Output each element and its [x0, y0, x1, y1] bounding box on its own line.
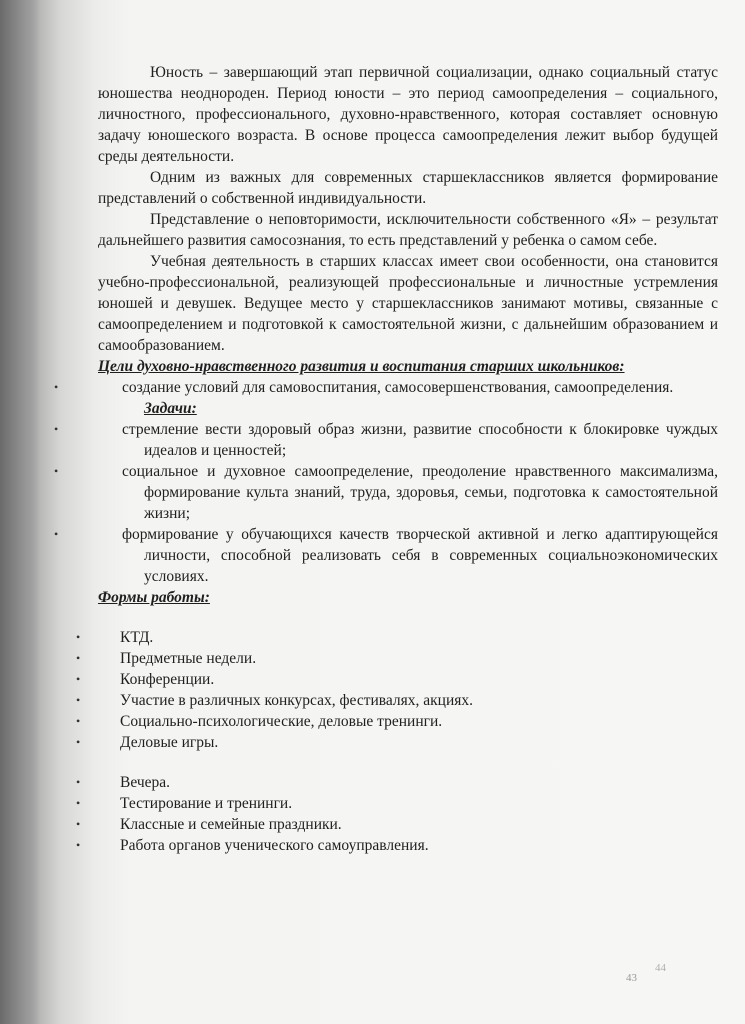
document-body [54, 62, 718, 856]
list-item: • Вечера. [76, 774, 171, 791]
goals-heading: Цели духовно-нравственного развития и воспитания старших школьников: [98, 358, 625, 375]
bullet-icon: • [76, 714, 81, 728]
tasks-list [54, 419, 718, 587]
list-item: • создание условий для самовоспитания, самосовершенствования, самоопределения. [54, 379, 674, 396]
paragraph-youth: Юность – завершающий этап первичной социализации, однако социальный статус юношества неоднороден. Период юности – это период самоопределения – социального, личностного, профессионального, духовно-нравственного, которая составляет основную задачу юношеского возраста. В основе процесса самоопределения лежит выбор будущей среды деятельности. [98, 64, 718, 165]
bullet-icon: • [76, 735, 81, 749]
bullet-icon: • [76, 775, 81, 789]
list-item: • формирование у обучающихся качеств творческой активной и легко адаптирующейся личности, способной реализовать себя в современных социальноэкономических условиях. [54, 526, 718, 585]
list-item: • Деловые игры. [76, 734, 219, 751]
goals-list [54, 377, 718, 398]
paragraph-learning: Учебная деятельность в старших классах имеет свои особенности, она становится учебно-профессиональной, реализующей профессиональные и личностные устремления юношей и девушек. Ведущее место у старшеклассников занимают мотивы, связанные с самоопределением и подготовкой к самостоятельной жизни, с дальнейшим образованием и самообразованием. [98, 253, 718, 354]
paragraph-individuality: Одним из важных для современных старшеклассников является формирование представлений о собственной индивидуальности. [98, 169, 718, 207]
list-item: • Тестирование и тренинги. [76, 795, 293, 812]
list-item: • Социально-психологические, деловые тренинги. [76, 713, 443, 730]
list-item: • Конференции. [76, 671, 215, 688]
bullet-icon: • [76, 796, 81, 810]
bullet-icon: • [76, 693, 81, 707]
list-item: • Участие в различных конкурсах, фестивалях, акциях. [76, 692, 474, 709]
page-number: 43 [626, 972, 637, 984]
list-item: • социальное и духовное самоопределение, преодоление нравственного максимализма, формирование культа знаний, труда, здоровья, семьи, подготовка к самостоятельной жизни; [54, 463, 718, 522]
spacer [98, 753, 718, 772]
bullet-icon: • [76, 817, 81, 831]
binder-shadow [0, 0, 40, 1024]
forms-list-1 [76, 627, 718, 753]
page-number-alt: 44 [655, 962, 666, 974]
bullet-icon: • [76, 630, 81, 644]
bullet-icon: • [76, 838, 81, 852]
tasks-heading: Задачи: [144, 400, 197, 417]
list-item: • Предметные недели. [76, 650, 257, 667]
forms-list-2 [76, 772, 718, 856]
paragraph-self-concept: Представление о неповторимости, исключительности собственного «Я» – результат дальнейшего развития самосознания, то есть представлений у ребенка о самом себе. [98, 211, 718, 249]
list-item: • стремление вести здоровый образ жизни, развитие способности к блокировке чуждых идеалов и ценностей; [54, 421, 718, 459]
bullet-icon: • [76, 672, 81, 686]
forms-heading: Формы работы: [98, 589, 210, 606]
bullet-icon: • [76, 651, 81, 665]
list-item: • Работа органов ученического самоуправления. [76, 837, 429, 854]
list-item: • Классные и семейные праздники. [76, 816, 342, 833]
list-item: • КТД. [76, 629, 154, 646]
spacer [98, 608, 718, 627]
